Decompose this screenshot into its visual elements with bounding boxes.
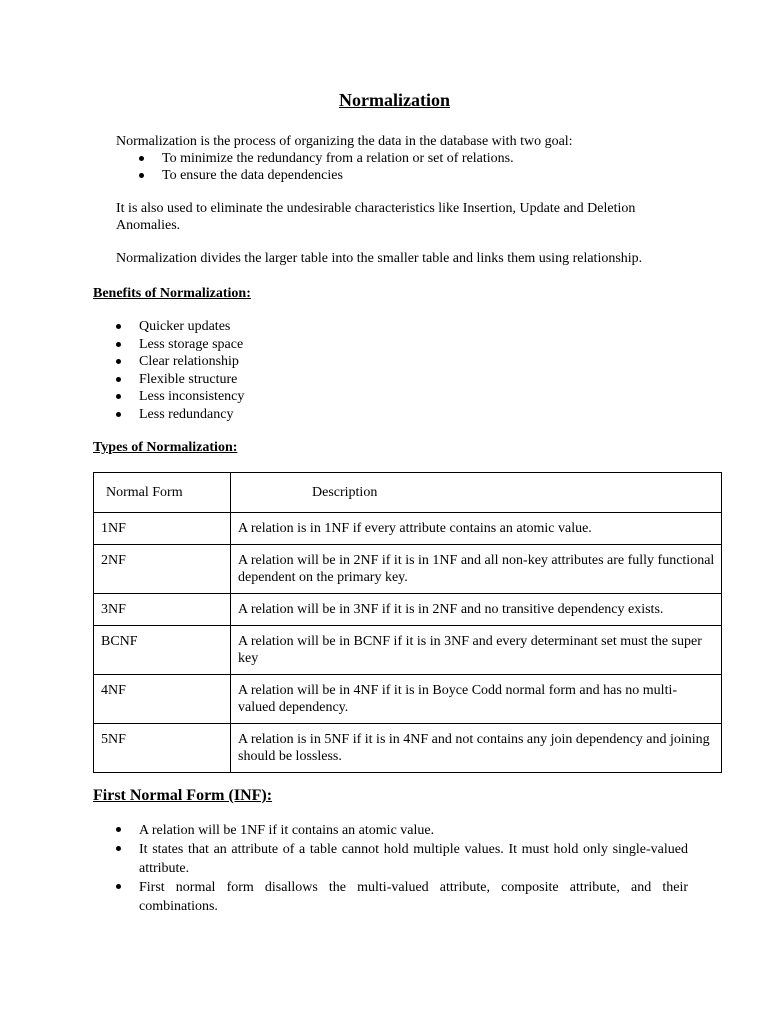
table-row	[94, 626, 722, 675]
anomalies-paragraph: It is also used to eliminate the undesirable characteristics like Insertion, Update and Deletion Anomalies.	[116, 201, 636, 233]
table-row	[94, 675, 722, 724]
list-item: Quicker updates	[116, 318, 416, 336]
table-row	[94, 724, 722, 773]
description-cell: A relation will be in 2NF if it is in 1NF and all non-key attributes are fully functional dependent on the primary key.	[231, 545, 722, 594]
description-cell: A relation will be in 4NF if it is in Boyce Codd normal form and has no multi- valued dependency.	[231, 675, 722, 724]
description-cell: A relation is in 1NF if every attribute contains an atomic value.	[231, 513, 722, 545]
divides-paragraph: Normalization divides the larger table into the smaller table and links them using relationship.	[116, 251, 643, 266]
table-row	[94, 594, 722, 626]
normal-form-cell: 4NF	[94, 675, 231, 724]
normal-form-cell: BCNF	[94, 626, 231, 675]
description-cell: A relation will be in BCNF if it is in 3NF and every determinant set must the super key	[231, 626, 722, 675]
normal-form-cell: 2NF	[94, 545, 231, 594]
list-item: A relation will be 1NF if it contains an atomic value.	[116, 821, 688, 840]
list-item: Flexible structure	[116, 371, 416, 389]
table-row	[94, 545, 722, 594]
normal-form-cell: 3NF	[94, 594, 231, 626]
normal-forms-table	[93, 472, 722, 773]
column-header-description: Description	[231, 473, 722, 513]
first-normal-form-list	[116, 821, 688, 916]
normal-form-cell: 1NF	[94, 513, 231, 545]
table-header-row	[94, 473, 722, 513]
list-item: It states that an attribute of a table cannot hold multiple values. It must hold only single-valued attribute.	[116, 840, 688, 878]
goals-list	[139, 150, 709, 184]
description-cell: A relation will be in 3NF if it is in 2NF and no transitive dependency exists.	[231, 594, 722, 626]
first-normal-form-heading: First Normal Form (INF):	[93, 787, 273, 804]
benefits-list	[116, 318, 416, 423]
column-header-normal-form: Normal Form	[94, 473, 231, 513]
list-item: First normal form disallows the multi-valued attribute, composite attribute, and their combinations.	[116, 878, 688, 916]
list-item: To ensure the data dependencies	[139, 167, 709, 184]
list-item: Clear relationship	[116, 353, 416, 371]
list-item: Less inconsistency	[116, 388, 416, 406]
list-item: To minimize the redundancy from a relation or set of relations.	[139, 150, 709, 167]
intro-paragraph: Normalization is the process of organizing the data in the database with two goal:	[116, 134, 573, 149]
page-title: Normalization	[339, 90, 450, 110]
list-item: Less storage space	[116, 336, 416, 354]
list-item: Less redundancy	[116, 406, 416, 424]
description-cell: A relation is in 5NF if it is in 4NF and not contains any join dependency and joining should be lossless.	[231, 724, 722, 773]
table-row	[94, 513, 722, 545]
types-heading: Types of Normalization:	[93, 440, 238, 455]
normal-form-cell: 5NF	[94, 724, 231, 773]
benefits-heading: Benefits of Normalization:	[93, 286, 251, 301]
